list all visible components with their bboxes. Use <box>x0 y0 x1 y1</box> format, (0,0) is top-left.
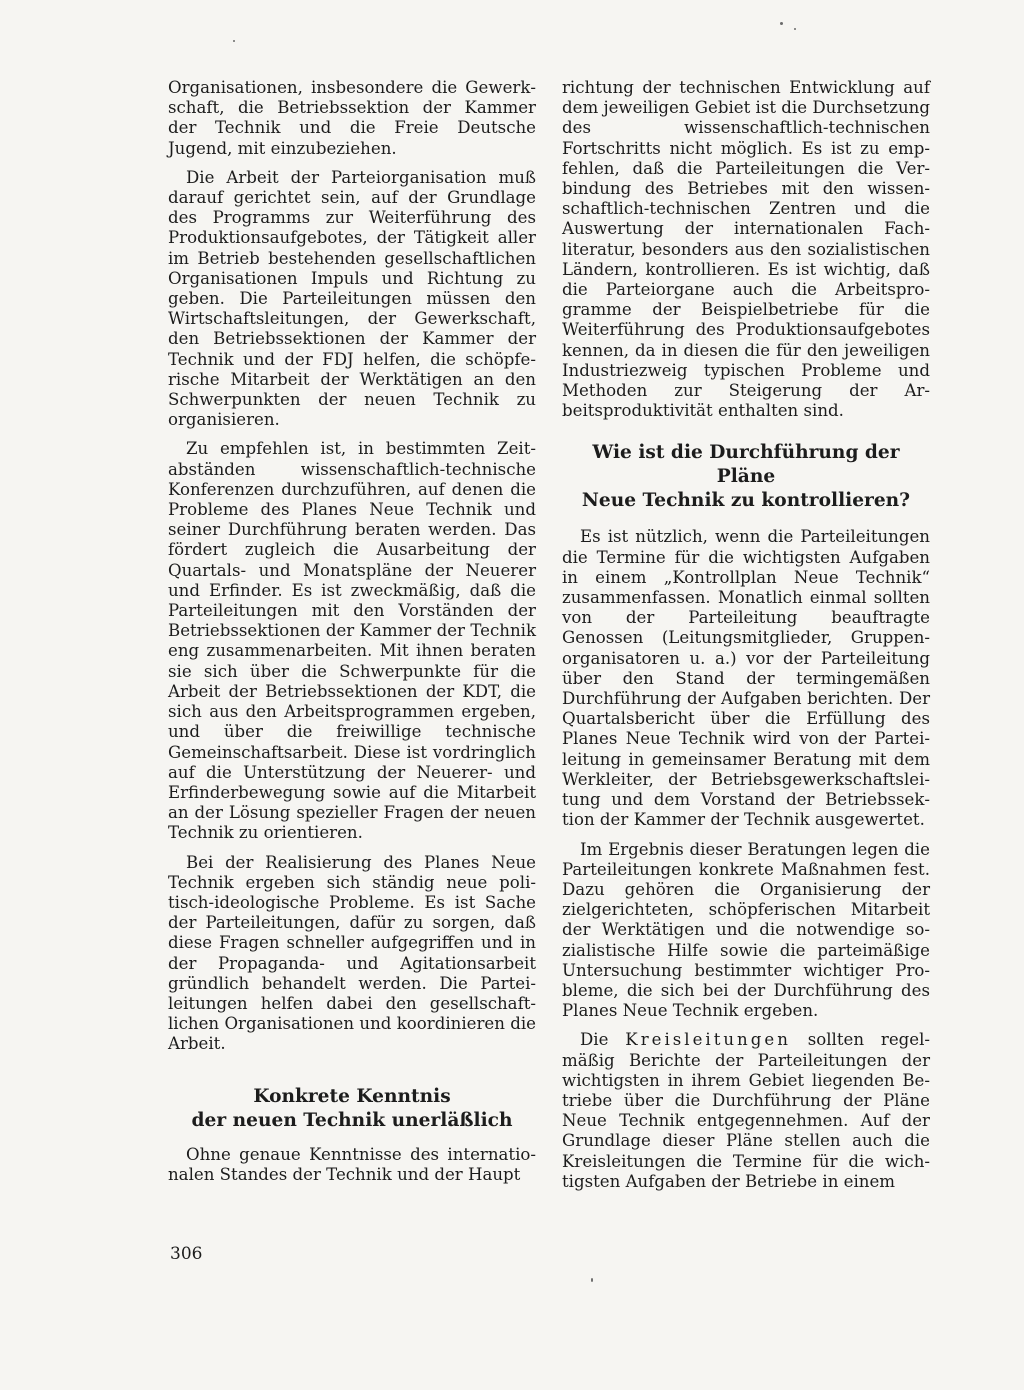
page-number: 306 <box>170 1244 203 1264</box>
right-paragraph-3: Im Ergebnis dieser Beratungen legen die Parteileitungen konkrete Maßnahmen fest. Dazu gehören die Organisierung der zielgerichteten, schöpferischen Mitarbeit der Werktätigen und die notwendige sozialistische Hilfe sowie die parteimäßige Untersuchung bestimmter wichtiger Probleme, die sich bei der Durchführung des Planes Neue Technik ergeben. <box>562 839 930 1021</box>
heading-line-1: Wie ist die Durchführung der Pläne <box>592 442 900 488</box>
print-speck <box>780 22 783 25</box>
right-paragraph-1: richtung der technischen Entwicklung auf dem jeweiligen Gebiet ist die Durchsetzung des wissenschaftlich-technischen Fortschritts nicht möglich. Es ist zu empfehlen, daß die Parteileitungen die Verbindung des Betriebes mit den wissenschaftlich-technischen Zentren und die Auswertung der internationalen Fachliteratur, besonders aus den sozialistischen Ländern, kontrollieren. Es ist wichtig, daß die Parteiorgane auch die Arbeitsprogramme der Beispielbetriebe für die Weiterführung des Produktionsaufgebotes kennen, da in diesen die für den jeweiligen Industriezweig typischen Probleme und Methoden zur Steigerung der Arbeitsproduktivität enthalten sind. <box>562 78 930 421</box>
section-heading-konkrete-kenntnis <box>168 1085 536 1133</box>
heading-line-2: Neue Technik zu kontrollieren? <box>581 490 911 512</box>
heading-line-1: Konkrete Kenntnis <box>253 1085 451 1107</box>
left-paragraph-5: Ohne genaue Kenntnisse des internationalen Standes der Technik und der Haupt <box>168 1144 536 1184</box>
heading-line-2: der neuen Technik unerläßlich <box>191 1109 513 1131</box>
left-paragraph-3: Zu empfehlen ist, in bestimmten Zeitabständen wissenschaftlich-technische Konferenzen durchzuführen, auf denen die Probleme des Planes Neue Technik und seiner Durchführung beraten werden. Das fördert zugleich die Ausarbeitung der Quartals- und Monatspläne der Neuerer und Erfinder. Es ist zweckmäßig, daß die Parteileitungen mit den Vorständen der Betriebssektionen der Kammer der Technik eng zusammenarbeiten. Mit ihnen beraten sie sich über die Schwerpunkte für die Arbeit der Betriebssektionen der KDT, die sich aus den Arbeitsprogrammen ergeben, und über die freiwillige technische Gemeinschaftsarbeit. Diese ist vordringlich auf die Unterstützung der Neuerer- und Erfinderbewegung sowie auf die Mitarbeit an der Lösung spezieller Fragen der neuen Technik zu orientieren. <box>168 439 536 843</box>
right-paragraph-4 <box>562 1030 930 1192</box>
left-paragraph-4: Bei der Realisierung des Planes Neue Technik ergeben sich ständig neue politisch-ideologische Probleme. Es ist Sache der Parteileitungen, dafür zu sorgen, daß diese Fragen schneller aufgegriffen und in der Propaganda- und Agitationsarbeit gründlich behandelt werden. Die Parteileitungen helfen dabei den gesellschaftlichen Organisationen und koordinieren die Arbeit. <box>168 852 536 1054</box>
print-speck <box>794 28 796 30</box>
print-speck <box>591 1278 593 1282</box>
section-heading-kontrolle <box>562 441 930 513</box>
right-paragraph-2: Es ist nützlich, wenn die Parteileitungen die Termine für die wichtigsten Aufgaben in einem „Kontrollplan Neue Technik“ zusammenfassen. Monatlich einmal sollten von der Parteileitung beauftragte Genossen (Leitungsmitglieder, Gruppenorganisatoren u. a.) vor der Parteileitung über den Stand der termingemäßen Durchführung der Aufgaben berichten. Der Quartalsbericht über die Erfüllung des Planes Neue Technik wird von der Parteileitung in gemeinsamer Beratung mit dem Werkleiter, der Betriebsgewerkschaftsleitung und dem Vorstand der Betriebssektion der Kammer der Technik ausgewertet. <box>562 527 930 830</box>
paragraph-lead: Die <box>580 1030 609 1050</box>
print-speck <box>233 40 235 42</box>
right-column <box>562 78 930 1201</box>
paragraph-rest: sollten regelmäßig Berichte der Parteileitungen der wichtigsten in ihrem Gebiet liegenden Betriebe über die Durchführung der Pläne Neue Technik entgegennehmen. Auf der Grundlage dieser Pläne stellen auch die Kreisleitungen die Termine für die wichtigsten Aufgaben der Betriebe in einem <box>562 1030 930 1191</box>
left-paragraph-2: Die Arbeit der Parteiorganisation muß darauf gerichtet sein, auf der Grundlage des Programms zur Weiterführung des Produktionsaufgebotes, der Tätigkeit aller im Betrieb bestehenden gesellschaftlichen Organisationen Impuls und Richtung zu geben. Die Parteileitungen müssen den Wirtschaftsleitungen, der Gewerkschaft, den Betriebssektionen der Kammer der Technik und der FDJ helfen, die schöpferische Mitarbeit der Werktätigen an den Schwerpunkten der neuen Technik zu organisieren. <box>168 167 536 430</box>
left-paragraph-1: Organisationen, insbesondere die Gewerkschaft, die Betriebssektion der Kammer der Technik und die Freie Deutsche Jugend, mit einzubeziehen. <box>168 78 536 158</box>
left-column <box>168 78 536 1194</box>
spaced-emphasis: Kreisleitungen <box>625 1030 791 1050</box>
